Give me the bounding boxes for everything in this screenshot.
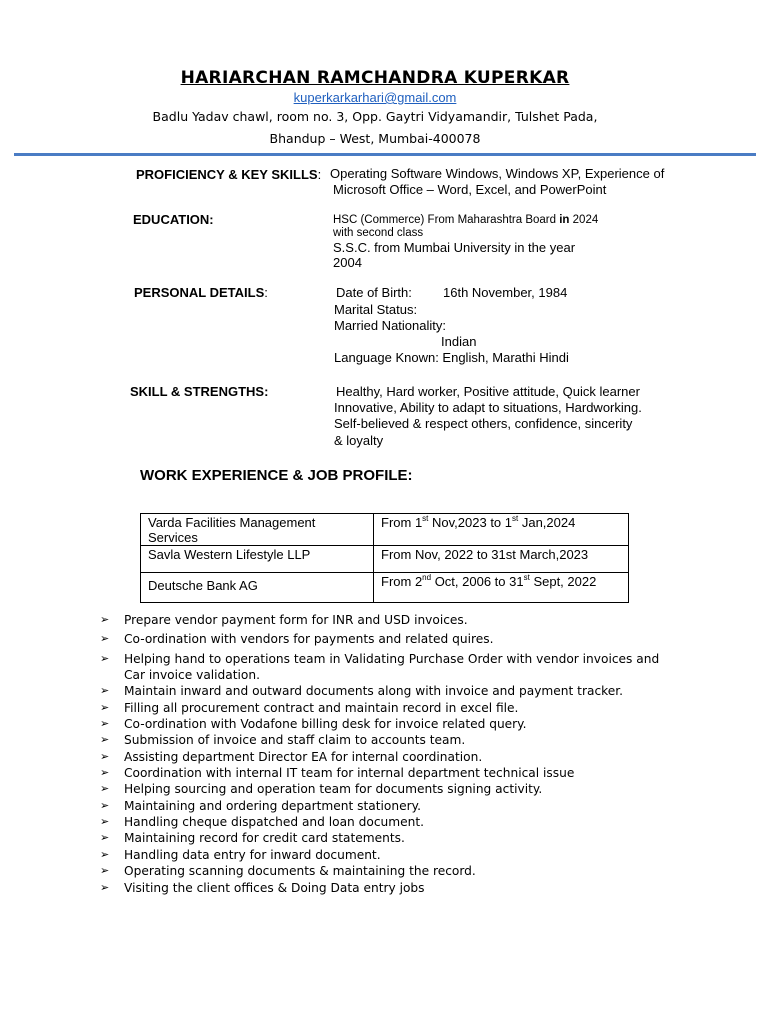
personal-details-heading: PERSONAL DETAILS: — [134, 285, 268, 300]
list-item: ➢ Co-ordination with vendors for payments and related quires. — [100, 632, 494, 647]
list-item: ➢ Maintaining and ordering department stationery. — [100, 798, 421, 813]
table-row — [141, 514, 629, 546]
arrow-bullet-icon: ➢ — [100, 782, 110, 796]
company-cell: Varda Facilities Management Services — [141, 514, 374, 546]
list-item: ➢ Maintain inward and outward documents along with invoice and payment tracker. — [100, 684, 624, 699]
education-heading: EDUCATION: — [133, 212, 214, 227]
arrow-bullet-icon: ➢ — [100, 733, 110, 747]
proficiency-line-2: Microsoft Office – Word, Excel, and PowerPoint — [333, 182, 607, 197]
header-divider — [14, 153, 756, 156]
list-item: ➢ Handling cheque dispatched and loan document. — [100, 815, 425, 830]
work-experience-heading: WORK EXPERIENCE & JOB PROFILE: — [140, 467, 413, 484]
list-item: ➢ Visiting the client offices & Doing Data entry jobs — [100, 880, 425, 895]
list-item-continuation: Car invoice validation. — [124, 668, 260, 683]
arrow-bullet-icon: ➢ — [100, 831, 110, 845]
list-item: ➢ Co-ordination with Vodafone billing desk for invoice related query. — [100, 717, 527, 732]
arrow-bullet-icon: ➢ — [100, 798, 110, 812]
dob-value: 16th November, 1984 — [443, 285, 568, 300]
arrow-bullet-icon: ➢ — [100, 684, 110, 698]
table-row — [141, 546, 629, 573]
dob-label: Date of Birth: — [336, 285, 412, 300]
period-cell: From 1st Nov,2023 to 1st Jan,2024 — [374, 514, 629, 546]
proficiency-heading: PROFICIENCY & KEY SKILLS: — [136, 167, 322, 182]
skills-line-4: & loyalty — [334, 433, 384, 448]
arrow-bullet-icon: ➢ — [100, 864, 110, 878]
list-item: ➢ Helping sourcing and operation team for documents signing activity. — [100, 782, 543, 797]
email-link[interactable]: kuperkarkarhari@gmail.com — [293, 90, 457, 105]
skills-heading: SKILL & STRENGTHS: — [130, 384, 269, 399]
period-cell: From Nov, 2022 to 31st March,2023 — [374, 546, 629, 573]
arrow-bullet-icon: ➢ — [100, 613, 110, 626]
arrow-bullet-icon: ➢ — [100, 847, 110, 861]
arrow-bullet-icon: ➢ — [100, 815, 110, 829]
arrow-bullet-icon: ➢ — [100, 880, 110, 894]
skills-line-2: Innovative, Ability to adapt to situations, Hardworking. — [334, 400, 642, 415]
list-item: ➢ Prepare vendor payment form for INR and USD invoices. — [100, 613, 468, 627]
address-line-2: Bhandup – West, Mumbai-400078 — [269, 131, 481, 146]
list-item: ➢ Submission of invoice and staff claim to accounts team. — [100, 733, 466, 748]
list-item: ➢ Filling all procurement contract and maintain record in excel file. — [100, 700, 519, 715]
education-hsc-class: with second class — [333, 227, 424, 239]
education-ssc-line-1: S.S.C. from Mumbai University in the year — [333, 240, 576, 255]
list-item: ➢ Coordination with internal IT team for internal department technical issue — [100, 766, 575, 781]
list-item: ➢ Assisting department Director EA for internal coordination. — [100, 749, 483, 764]
arrow-bullet-icon: ➢ — [100, 749, 110, 763]
marital-status: Marital Status: — [334, 302, 418, 317]
arrow-bullet-icon: ➢ — [100, 766, 110, 780]
list-item: ➢ Maintaining record for credit card statements. — [100, 831, 405, 846]
education-hsc-line: HSC (Commerce) From Maharashtra Board in 2024 — [333, 214, 599, 226]
skills-line-1: Healthy, Hard worker, Positive attitude, Quick learner — [336, 384, 640, 399]
job-duties-list — [100, 612, 660, 896]
married-nationality: Married Nationality: — [334, 318, 446, 333]
skills-line-3: Self-believed & respect others, confidence, sincerity — [334, 416, 633, 431]
table-row — [141, 573, 629, 603]
period-cell: From 2nd Oct, 2006 to 31st Sept, 2022 — [374, 573, 629, 603]
list-item: ➢ Operating scanning documents & maintaining the record. — [100, 864, 476, 879]
proficiency-line-1: Operating Software Windows, Windows XP, Experience of — [330, 166, 665, 181]
languages-known: Language Known: English, Marathi Hindi — [334, 350, 569, 365]
work-experience-table — [140, 513, 629, 603]
list-item: ➢ Helping hand to operations team in Validating Purchase Order with vendor invoices and — [100, 651, 660, 666]
arrow-bullet-icon: ➢ — [100, 700, 110, 714]
education-ssc-line-2: 2004 — [333, 255, 362, 270]
arrow-bullet-icon: ➢ — [100, 717, 110, 731]
list-item: ➢ Handling data entry for inward document. — [100, 847, 381, 862]
candidate-name: HARIARCHAN RAMCHANDRA KUPERKAR — [180, 68, 570, 88]
arrow-bullet-icon: ➢ — [100, 651, 110, 665]
arrow-bullet-icon: ➢ — [100, 632, 110, 646]
address-line-1: Badlu Yadav chawl, room no. 3, Opp. Gaytri Vidyamandir, Tulshet Pada, — [152, 109, 598, 124]
company-cell: Savla Western Lifestyle LLP — [141, 546, 374, 573]
nationality-value: Indian — [441, 334, 477, 349]
company-cell: Deutsche Bank AG — [141, 573, 374, 603]
